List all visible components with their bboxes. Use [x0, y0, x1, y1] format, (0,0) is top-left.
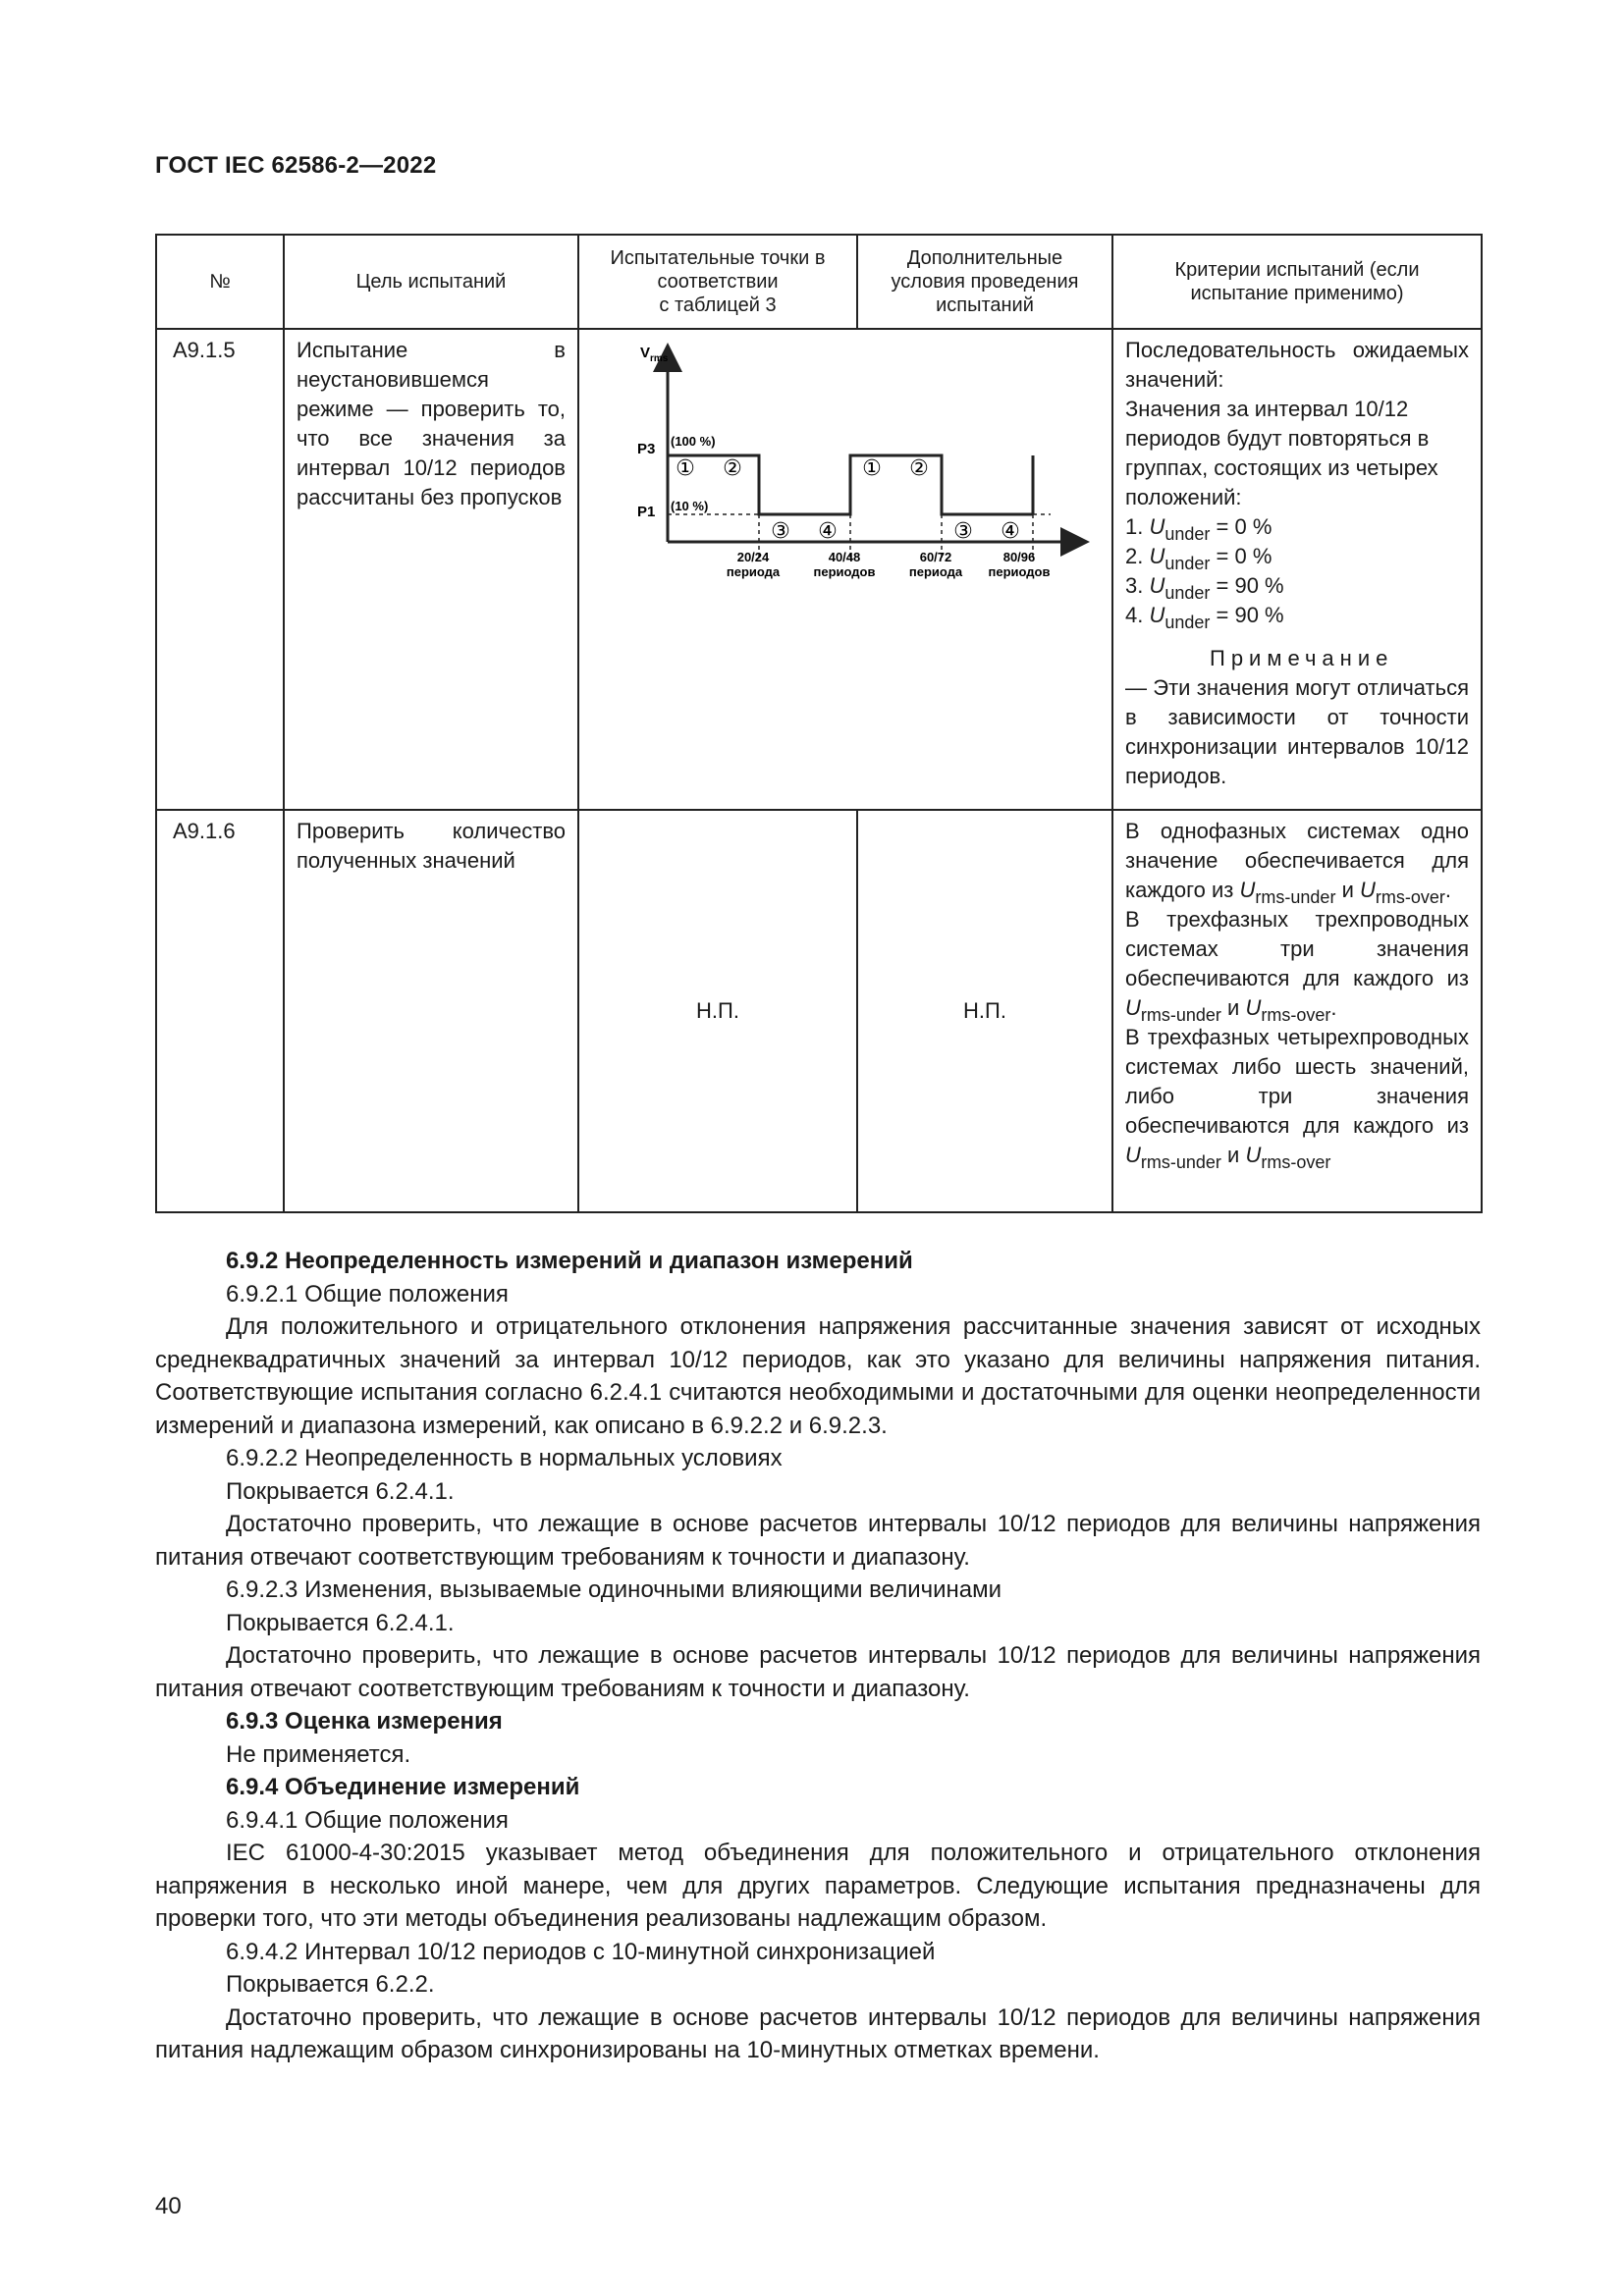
criteria-note [1125, 644, 1469, 791]
state-marker: ① [862, 455, 882, 480]
criteria-value-item: 4. $U_{under} = 90$ % [1125, 603, 1284, 632]
subsection-heading: 6.9.2.1 Общие положения [226, 1280, 509, 1308]
criteria-value-item: 3. $U_{under} = 90$ % [1125, 573, 1284, 603]
table-row [156, 329, 1482, 810]
x-tick-unit: периода [908, 564, 963, 579]
paragraph: Достаточно проверить, что лежащие в основе расчетов интервалы 10/12 периодов для величины напряжения питания отвечают соответствующим требованиям к точности и диапазону. [155, 1642, 1481, 1702]
chart-cell [578, 329, 1112, 810]
x-tick-unit: периодов [988, 564, 1051, 579]
x-tick-value: 40/48 [828, 550, 861, 564]
subsection-heading: 6.9.4.1 Общие положения [226, 1806, 509, 1834]
state-marker: ③ [953, 518, 973, 543]
criteria-intro: Последовательность ожидаемых значений: [1125, 338, 1469, 392]
paragraph: Для положительного и отрицательного отклонения напряжения рассчитанные значения зависят от исходных среднеквадратичных значений за интервал 10/12 периодов, как это указано для величины напряжения питания. Соответствующие испытания согласно 6.2.4.1 считаются необходимыми и достаточными для оценки неопределенности измерений и диапазона измерений, как описано в 6.9.2.2 и 6.9.2.3. [155, 1313, 1481, 1439]
note-text: — Эти значения могут отличаться в зависимости от точности синхронизации интервалов 10/12 периодов. [1125, 675, 1469, 788]
x-tick-value: 80/96 [1002, 550, 1036, 564]
subsection-heading: 6.9.2.2 Неопределенность в нормальных условиях [226, 1445, 783, 1471]
level-value-p3: (100 %) [671, 434, 716, 449]
paragraph: Покрывается 6.2.4.1. [226, 1609, 455, 1636]
section-heading: 6.9.3 Оценка измерения [226, 1708, 503, 1735]
body-text [155, 1245, 1481, 2067]
state-marker: ③ [771, 518, 790, 543]
criteria-values [1125, 512, 1469, 630]
level-value-p1: (10 %) [671, 499, 709, 513]
subsection-heading: 6.9.4.2 Интервал 10/12 периодов с 10-минутной синхронизацией [226, 1938, 936, 1965]
criteria-p1: В однофазных системах одно значение обеспечивается для каждого из $U_{rms-under}$ и $U_{rms-over}$. [1125, 819, 1469, 907]
level-label-p3: P3 [637, 441, 656, 457]
state-marker: ① [676, 455, 695, 480]
state-marker: ④ [1001, 518, 1020, 543]
header-conditions: Дополнительные условия проведения испытаний [857, 235, 1112, 329]
state-marker: ④ [818, 518, 838, 543]
row-goal: Проверить количество полученных значений [284, 810, 578, 1212]
header-goal: Цель испытаний [284, 235, 578, 329]
paragraph: Достаточно проверить, что лежащие в основе расчетов интервалы 10/12 периодов для величины напряжения питания отвечают соответствующим требованиям к точности и диапазону. [155, 1511, 1481, 1571]
document-header: ГОСТ IEC 62586-2—2022 [155, 152, 437, 179]
paragraph: Достаточно проверить, что лежащие в основе расчетов интервалы 10/12 периодов для величины напряжения питания надлежащим образом синхронизированы на 10-минутных отметках времени. [155, 2003, 1481, 2063]
x-tick-unit: периода [726, 564, 781, 579]
paragraph: Покрывается 6.2.4.1. [226, 1477, 455, 1505]
page-number: 40 [155, 2193, 182, 2219]
criteria-value-item: 1. $U_{under} = 0$ % [1125, 514, 1272, 544]
section-heading: 6.9.2 Неопределенность измерений и диапазон измерений [226, 1248, 913, 1274]
paragraph: IEC 61000-4-30:2015 указывает метод объединения для положительного и отрицательного отклонения напряжения в несколько иной манере, чем для других параметров. Следующие испытания предназначены для проверки того, что эти методы объединения реализованы надлежащим образом. [155, 1840, 1481, 1932]
criteria-p3: В трехфазных четырехпроводных системах либо шесть значений, либо три значения обеспечиваются для каждого из $U_{rms-under}$ и $U_{rms-over}$ [1125, 1025, 1469, 1172]
section-heading: 6.9.4 Объединение измерений [226, 1774, 580, 1800]
criteria-text: Значения за интервал 10/12 периодов будут повторяться в группах, состоящих из четырех положений: [1125, 397, 1438, 509]
x-tick-value: 20/24 [736, 550, 770, 564]
header-num: № [156, 235, 284, 329]
state-marker: ② [723, 455, 742, 480]
header-criteria: Критерии испытаний (если испытание применимо) [1112, 235, 1482, 329]
paragraph: Покрывается 6.2.2. [226, 1971, 435, 1998]
table-header-row [156, 235, 1482, 329]
criteria-p2: В трехфазных трехпроводных системах три значения обеспечиваются для каждого из $U_{rms-under}$ и $U_{rms-over}$. [1125, 907, 1469, 1025]
paragraph: Не применяется. [226, 1740, 411, 1768]
x-tick-unit: периодов [813, 564, 876, 579]
row-criteria [1112, 329, 1482, 810]
note-label: Примечание [1210, 646, 1394, 670]
x-tick-value: 60/72 [919, 550, 952, 564]
level-label-p1: P1 [637, 504, 656, 520]
transient-chart [579, 330, 1113, 624]
row-conditions: Н.П. [857, 810, 1112, 1212]
row-number: А9.1.6 [156, 810, 284, 1212]
row-number: А9.1.5 [156, 329, 284, 810]
criteria-value-item: 2. $U_{under} = 0$ % [1125, 544, 1272, 573]
row-goal: Испытание в неустановившемся режиме — проверить то, что все значения за интервал 10/12 периодов рассчитаны без пропусков [284, 329, 578, 810]
subsection-heading: 6.9.2.3 Изменения, вызываемые одиночными влияющими величинами [226, 1576, 1002, 1603]
row-criteria [1112, 810, 1482, 1212]
table-row [156, 810, 1482, 1212]
state-marker: ② [909, 455, 929, 480]
row-test-points: Н.П. [578, 810, 857, 1212]
test-table [155, 234, 1483, 1213]
header-test-points: Испытательные точки в соответствии с таблицей 3 [578, 235, 857, 329]
y-axis-label: $V_{rms}$ [640, 345, 669, 364]
